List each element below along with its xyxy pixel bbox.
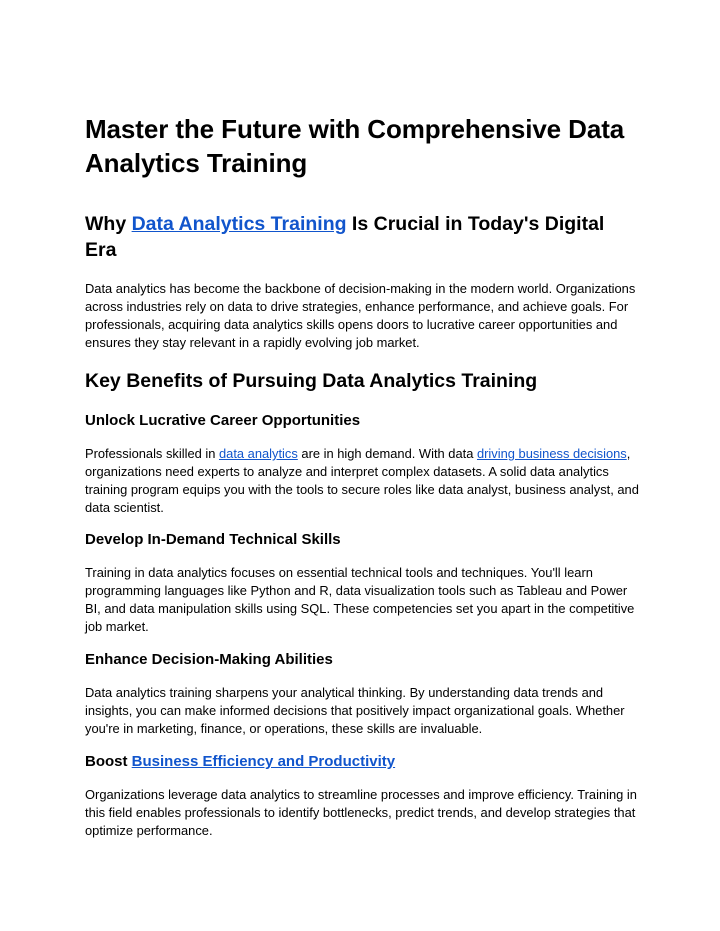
why-paragraph: Data analytics has become the backbone of decision-making in the modern world. Organizations across industries rely on data to drive strategies, enhance performance, and achieve goals. For professionals, acquiring data analytics skills opens doors to lucrative career opportunities and ensures they stay relevant in a rapidly evolving job market. [85, 281, 636, 350]
why-heading-prefix: Why [85, 213, 132, 235]
skills-paragraph: Training in data analytics focuses on essential technical tools and techniques. You'll learn programming languages like Python and R, data visualization tools such as Tableau and Power BI, and data manipulation skills using SQL. These competencies set you apart in the competitive job market. [85, 565, 635, 634]
decision-heading: Enhance Decision-Making Abilities [85, 651, 333, 668]
career-paragraph [85, 445, 640, 517]
decision-paragraph: Data analytics training sharpens your analytical thinking. By understanding data trends and insights, you can make informed decisions that positively impact organizational goals. Whether you're in marketing, finance, or operations, these skills are invaluable. [85, 685, 625, 736]
career-text-2: are in high demand. With data [297, 446, 477, 461]
career-text-3: , organizations need experts to analyze and interpret complex datasets. A solid data analytics training program equips you with the tools to secure roles like data analyst, business analyst, and data scientist. [85, 446, 639, 515]
efficiency-paragraph: Organizations leverage data analytics to streamline processes and improve efficiency. Training in this field enables professionals to identify bottlenecks, predict trends, and develop strategies that optimize performance. [85, 787, 637, 838]
skills-heading: Develop In-Demand Technical Skills [85, 531, 341, 548]
career-text-1: Professionals skilled in [85, 446, 219, 461]
data-analytics-training-link[interactable]: Data Analytics Training [131, 213, 347, 235]
page-title: Master the Future with Comprehensive Data Analytics Training [85, 114, 625, 178]
efficiency-heading-prefix: Boost [85, 753, 132, 770]
career-heading: Unlock Lucrative Career Opportunities [85, 412, 361, 429]
why-heading [85, 211, 635, 263]
data-analytics-link[interactable]: data analytics [218, 446, 298, 461]
driving-business-decisions-link[interactable]: driving business decisions [476, 446, 627, 461]
benefits-heading: Key Benefits of Pursuing Data Analytics Training [85, 370, 538, 392]
efficiency-heading [85, 752, 635, 772]
business-efficiency-link[interactable]: Business Efficiency and Productivity [131, 753, 396, 770]
why-heading-suffix: Is Crucial in Today's Digital Era [85, 213, 605, 261]
